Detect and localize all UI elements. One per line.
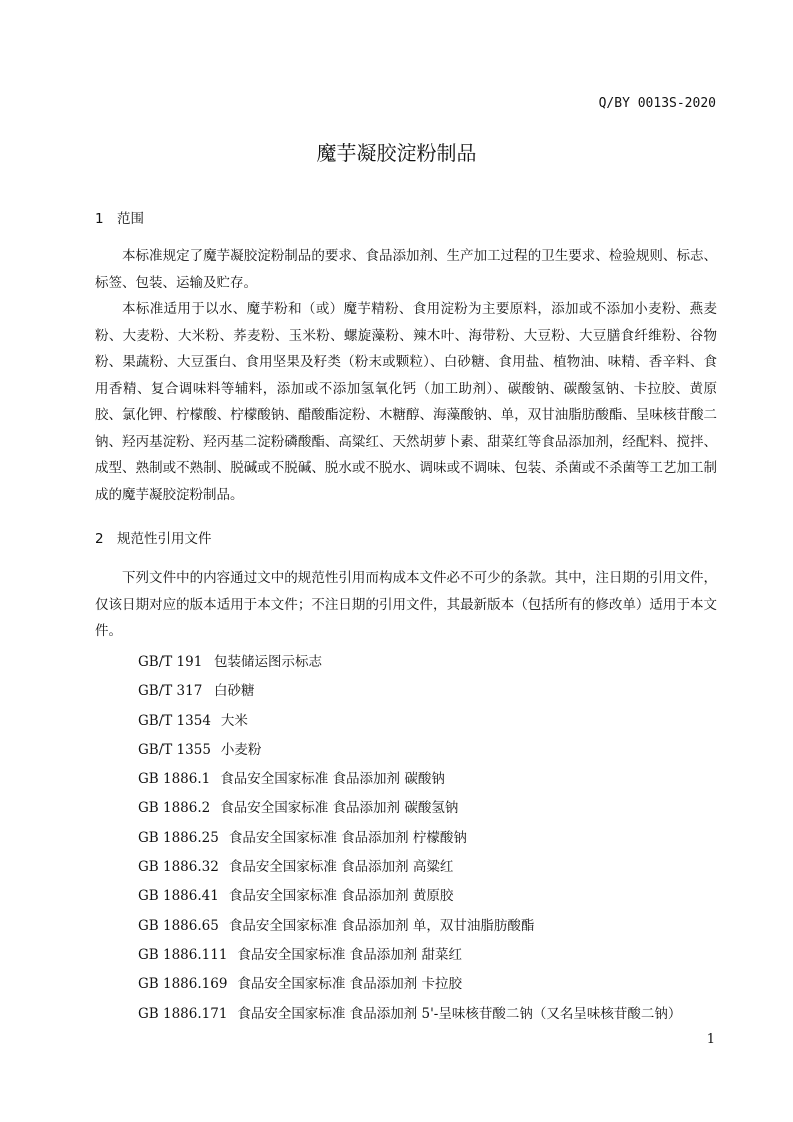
section-title: 范围 [117, 211, 144, 227]
section-number: 1 [95, 211, 104, 227]
reference-title: 食品安全国家标准 食品添加剂 柠檬酸钠 [228, 829, 467, 846]
standard-number: Q/BY 0013S-2020 [598, 96, 716, 111]
section-title: 规范性引用文件 [117, 531, 212, 547]
reference-title: 食品安全国家标准 食品添加剂 5'-呈味核苷酸二钠（又名呈味核苷酸二钠） [237, 1005, 682, 1022]
list-item [138, 649, 681, 678]
reference-title: 食品安全国家标准 食品添加剂 黄原胶 [228, 888, 454, 905]
scope-applicability-paragraph: 本标准适用于以水、魔芋粉和（或）魔芋精粉、食用淀粉为主要原料，添加或不添加小麦粉、燕麦粉、大麦粉、大米粉、荞麦粉、玉米粉、螺旋藻粉、辣木叶、海带粉、大豆粉、大豆膳食纤维粉、谷物粉、果蔬粉、大豆蛋白、食用坚果及籽类（粉末或颗粒）、白砂糖、食用盐、植物油、味精、香辛料、食用香精、复合调味料等辅料，添加或不添加氢氧化钙（加工助剂）、碳酸钠、碳酸氢钠、卡拉胶、黄原胶、氯化钾、柠檬酸、柠檬酸钠、醋酸酯淀粉、木糖醇、海藻酸钠、单，双甘油脂肪酸酯、呈味核苷酸二钠、羟丙基淀粉、羟丙基二淀粉磷酸酯、高粱红、天然胡萝卜素、甜菜红等食品添加剂，经配料、搅拌、成型、熟制或不熟制、脱碱或不脱碱、脱水或不脱水、调味或不调味、包装、杀菌或不杀菌等工艺加工制成的魔芋凝胶淀粉制品。 [95, 301, 717, 503]
list-item [138, 971, 681, 1000]
list-item [138, 1001, 681, 1030]
reference-title: 食品安全国家标准 食品添加剂 卡拉胶 [237, 976, 463, 993]
list-item [138, 942, 681, 971]
reference-title: 食品安全国家标准 食品添加剂 单，双甘油脂肪酸酯 [228, 917, 535, 934]
reference-code: GB 1886.1 [138, 771, 211, 788]
reference-title: 食品安全国家标准 食品添加剂 甜菜红 [237, 946, 463, 963]
reference-code: GB/T 317 [138, 683, 203, 700]
references-intro-paragraph: 下列文件中的内容通过文中的规范性引用而构成本文件必不可少的条款。其中，注日期的引用文件，仅该日期对应的版本适用于本文件；不注日期的引用文件，其最新版本（包括所有的修改单）适用于本文件。 [95, 570, 717, 639]
reference-title: 食品安全国家标准 食品添加剂 碳酸氢钠 [220, 800, 459, 817]
reference-code: GB 1886.169 [138, 976, 228, 993]
reference-code: GB 1886.2 [138, 800, 211, 817]
reference-code: GB 1886.65 [138, 917, 219, 934]
list-item [138, 854, 681, 883]
reference-code: GB 1886.111 [138, 946, 228, 963]
reference-code: GB 1886.25 [138, 829, 219, 846]
list-item [138, 766, 681, 795]
section-heading-scope [95, 207, 144, 227]
reference-title: 小麦粉 [220, 741, 262, 758]
list-item [138, 795, 681, 824]
list-item [138, 708, 681, 737]
scope-paragraph: 本标准规定了魔芋凝胶淀粉制品的要求、食品添加剂、生产加工过程的卫生要求、检验规则、标志、标签、包装、运输及贮存。 [95, 248, 717, 291]
reference-code: GB/T 191 [138, 654, 203, 670]
reference-title: 包装储运图示标志 [214, 654, 322, 670]
reference-title: 白砂糖 [214, 683, 255, 700]
page-number: 1 [706, 1032, 715, 1047]
reference-code: GB/T 1354 [138, 712, 211, 729]
list-item [138, 678, 681, 707]
reference-title: 食品安全国家标准 食品添加剂 碳酸钠 [220, 771, 445, 788]
list-item [138, 883, 681, 912]
reference-code: GB 1886.41 [138, 888, 219, 905]
list-item [138, 737, 681, 766]
list-item [138, 913, 681, 942]
reference-code: GB 1886.171 [138, 1005, 228, 1022]
section-number: 2 [95, 531, 104, 547]
reference-title: 大米 [220, 712, 248, 729]
reference-code: GB 1886.32 [138, 859, 219, 876]
document-title: 魔芋凝胶淀粉制品 [316, 141, 477, 165]
list-item [138, 825, 681, 854]
reference-code: GB/T 1355 [138, 741, 211, 758]
reference-title: 食品安全国家标准 食品添加剂 高粱红 [228, 859, 454, 876]
section-heading-normative-references [95, 527, 212, 547]
reference-list [138, 649, 681, 1030]
